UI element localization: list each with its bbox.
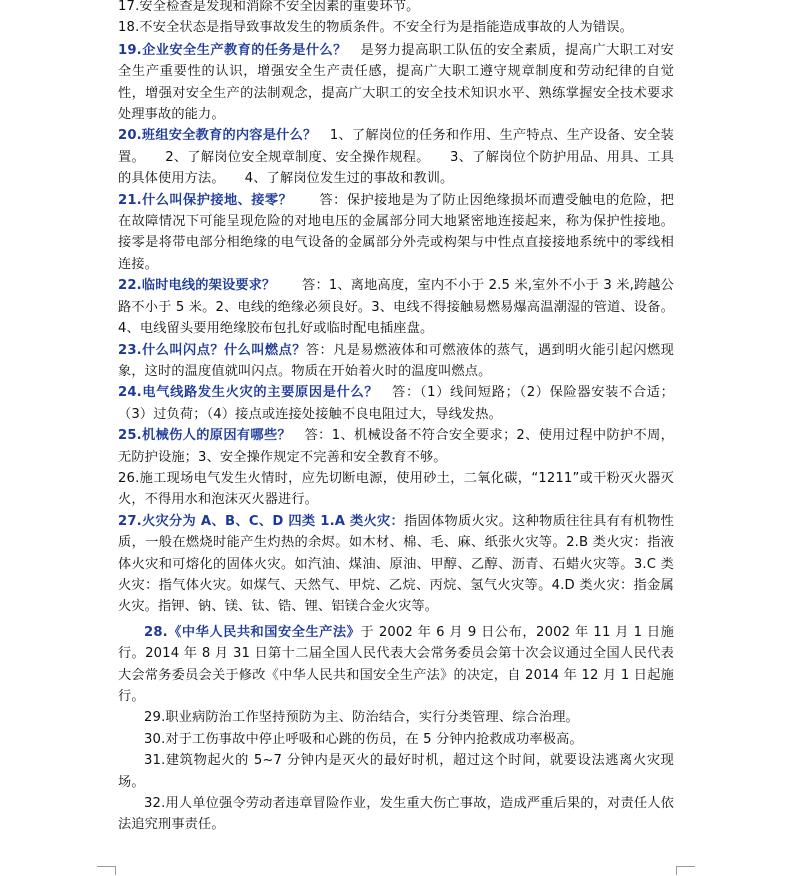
item-26-text: 26.施工现场电气发生火情时，应先切断电源，使用砂土，二氧化碳，“1211”或干粉灭火器灭火，不得用水和泡沫灭火器进行。 [118,470,674,508]
item-24-answer: 答：（1）线间短路；（2）保险器安装不合适；（3）过负荷；（4）接点或连接处接触不良电阻过大，导线发热。 [118,385,674,422]
item-23 [118,340,674,383]
item-32-text: 32.用人单位强令劳动者违章冒险作业，发生重大伤亡事故，造成严重后果的，对责任人依法追究刑事责任。 [118,796,674,833]
item-24 [118,382,674,425]
item-32 [118,793,674,836]
item-22 [118,275,674,339]
item-22-question: 22.临时电线的架设要求？ [118,278,276,294]
law-title: 28.《中华人民共和国安全生产法》 [144,624,361,640]
item-21 [118,190,674,276]
item-30-text: 30.对于工伤事故中停止呼吸和心跳的伤员，在 5 分钟内抢救成功率极高。 [144,731,583,747]
item-23-answer: 答：凡是易燃液体和可燃液体的蒸气，遇到明火能引起闪燃现象，这时的温度值就叫闪点。物质在开始着火时的温度叫燃点。 [118,342,674,379]
item-19 [118,40,674,126]
item-23-question: 23.什么叫闪点？什么叫燃点？ [118,342,306,358]
item-29-text: 29.职业病防治工作坚持预防为主、防治结合，实行分类管理、综合治理。 [144,710,579,726]
document-page [118,0,674,836]
item-17 [118,0,674,17]
item-25-answer: 答：1、机械设备不符合安全要求；2、使用过程中防护不周，无防护设施；3、安全操作规定不完善和安全教育不够。 [118,428,674,465]
item-20-question: 20.班组安全教育的内容是什么？ [118,128,317,144]
item-19-question: 19.企业安全生产教育的任务是什么？ [118,42,347,58]
item-18 [118,17,674,38]
item-25-question: 25.机械伤人的原因有哪些？ [118,428,292,444]
item-25 [118,425,674,468]
item-22-answer: 答：1、离地高度，室内不小于 2.5 米,室外不小于 3 米,跨越公路不小于 5 米。2、电线的绝缘必须良好。3、电线不得接触易燃易爆高温潮湿的管道、设备。4、电线留头要用绝缘胶布包扎好或临时配电插座盘。 [118,278,674,337]
item-26 [118,468,674,511]
item-29 [118,707,674,728]
item-24-question: 24.电气线路发生火灾的主要原因是什么？ [118,385,379,401]
item-30 [118,729,674,750]
law-text: 于 2002 年 6 月 9 日公布，2002 年 11 月 1 日施行。2014 年 8 月 31 日第十二届全国人民代表大会常务委员会第十次会议通过全国人民代表大会常务委员会关于修改《中华人民共和国安全生产法》的决定，自 2014 年 12 月 1 日起施行。 [118,624,674,704]
item-27-question: 27.火灾分为 A、B、C、D 四类 1.A 类火灾： [118,513,405,529]
page-corner-mark-right [676,866,695,875]
item-21-answer: 答：保护接地是为了防止因绝缘损坏而遭受触电的危险，把在故障情况下可能呈现危险的对地电压的金属部分同大地紧密地连接起来，称为保护性接地。接零是将带电部分相绝缘的电气设备的金属部分外壳或构架与中性点直接接地系统中的零线相连接。 [118,192,675,272]
item-31-text: 31.建筑物起火的 5~7 分钟内是灭火的最好时机，超过这个时间，就要设法逃离火灾现场。 [118,753,674,790]
item-19-answer: 是努力提高职工队伍的安全素质，提高广大职工对安全生产重要性的认识，增强安全生产责任感，提高广大职工遵守规章制度和劳动纪律的自觉性，增强对安全生产的法制观念，提高广大职工的安全技术知识水平、熟练掌握安全技术要求处理事故的能力。 [118,42,674,123]
item-27-answer: 指固体物质火灾。这种物质往往具有有机物性质，一般在燃烧时能产生灼热的余烬。如木材、棉、毛、麻、纸张火灾等。2.B 类火灾：指液体火灾和可熔化的固体火灾。如汽油、煤油、原油、甲醇、乙醇、沥青、石蜡火灾等。3.C 类火灾：指气体火灾。如煤气、天然气、甲烷、乙烷、丙烷、氢气火灾等。4.D 类火灾：指金属火灾。指钾、钠、镁、钛、锆、锂、铝镁合金火灾等。 [118,513,674,615]
item-18-text: 18.不安全状态是指导致事故发生的物质条件。不安全行为是指能造成事故的人为错误。 [118,20,633,36]
item-17-text: 17.安全检查是发现和消除不安全因素的重要环节。 [118,0,420,14]
item-28 [118,622,674,708]
item-20-answer: 1、了解岗位的任务和作用、生产特点、生产设备、安全装置。 2、了解岗位安全规章制度、安全操作规程。 3、了解岗位个防护用品、用具、工具的具体使用方法。 4、了解岗位发生过的事故和教训。 [118,128,674,187]
item-27 [118,511,674,618]
item-21-question: 21.什么叫保护接地、接零？ [118,192,293,208]
page-corner-mark-left [97,866,116,875]
item-20 [118,125,674,189]
item-31 [118,750,674,793]
